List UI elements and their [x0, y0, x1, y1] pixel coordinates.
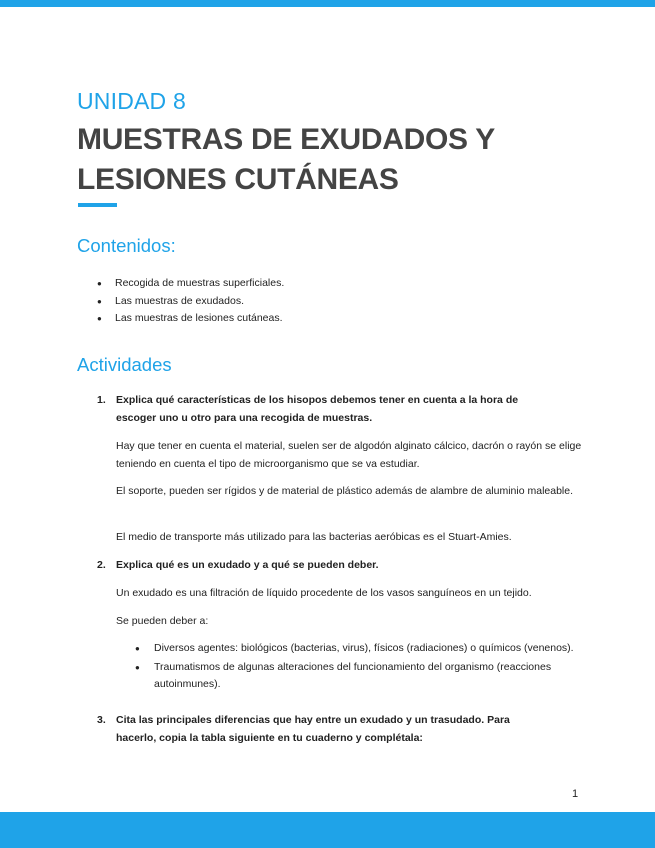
- question-text: Explica qué es un exudado y a qué se pueden deber.: [116, 559, 379, 571]
- bottom-accent-bar: [0, 812, 655, 848]
- cause-item: ● Diversos agentes: biológicos (bacterias, virus), físicos (radiaciones) o químicos (venenos).: [135, 640, 575, 658]
- contents-item: ● Recogida de muestras superficiales.: [97, 275, 284, 293]
- question-number: 2.: [97, 559, 106, 571]
- contents-item: ● Las muestras de lesiones cutáneas.: [97, 310, 284, 328]
- question-text: Explica qué características de los hisopos debemos tener en cuenta a la hora de escoger uno u otro para una recogida de muestras.: [116, 394, 519, 424]
- answer-paragraph: Hay que tener en cuenta el material, suelen ser de algodón alginato cálcico, dacrón o rayón se elige teniendo en cuenta el tipo de microorganismo que se va estudiar.: [116, 440, 582, 470]
- question-1: [97, 391, 546, 427]
- unit-label: UNIDAD 8: [77, 88, 186, 114]
- contents-heading: Contenidos:: [77, 235, 176, 256]
- question-number: 1.: [97, 394, 106, 406]
- contents-list: [97, 275, 284, 328]
- top-accent-bar: [0, 0, 655, 7]
- cause-item: ● Traumatismos de algunas alteraciones del funcionamiento del organismo (reacciones autoinmunes).: [135, 659, 575, 694]
- page-number: 1: [572, 788, 579, 800]
- answer-paragraph: El medio de transporte más utilizado para las bacterias aeróbicas es el Stuart-Amies.: [116, 531, 512, 543]
- contents-item: ● Las muestras de exudados.: [97, 293, 284, 311]
- title-underline: [78, 203, 117, 207]
- question-2: [97, 556, 546, 574]
- answer-paragraph: Se pueden deber a:: [116, 615, 209, 627]
- answer-paragraph: Un exudado es una filtración de líquido procedente de los vasos sanguíneos en un tejido.: [116, 587, 532, 599]
- answer-paragraph: El soporte, pueden ser rígidos y de material de plástico además de alambre de aluminio maleable.: [116, 485, 574, 497]
- causes-list: [135, 640, 575, 695]
- page-title: MUESTRAS DE EXUDADOS Y LESIONES CUTÁNEAS: [77, 123, 495, 196]
- question-text: Cita las principales diferencias que hay entre un exudado y un trasudado. Para hacerlo, copia la tabla siguiente en tu cuaderno y complétala:: [116, 714, 510, 744]
- question-number: 3.: [97, 714, 106, 726]
- question-3: [97, 711, 546, 747]
- activities-heading: Actividades: [77, 354, 172, 375]
